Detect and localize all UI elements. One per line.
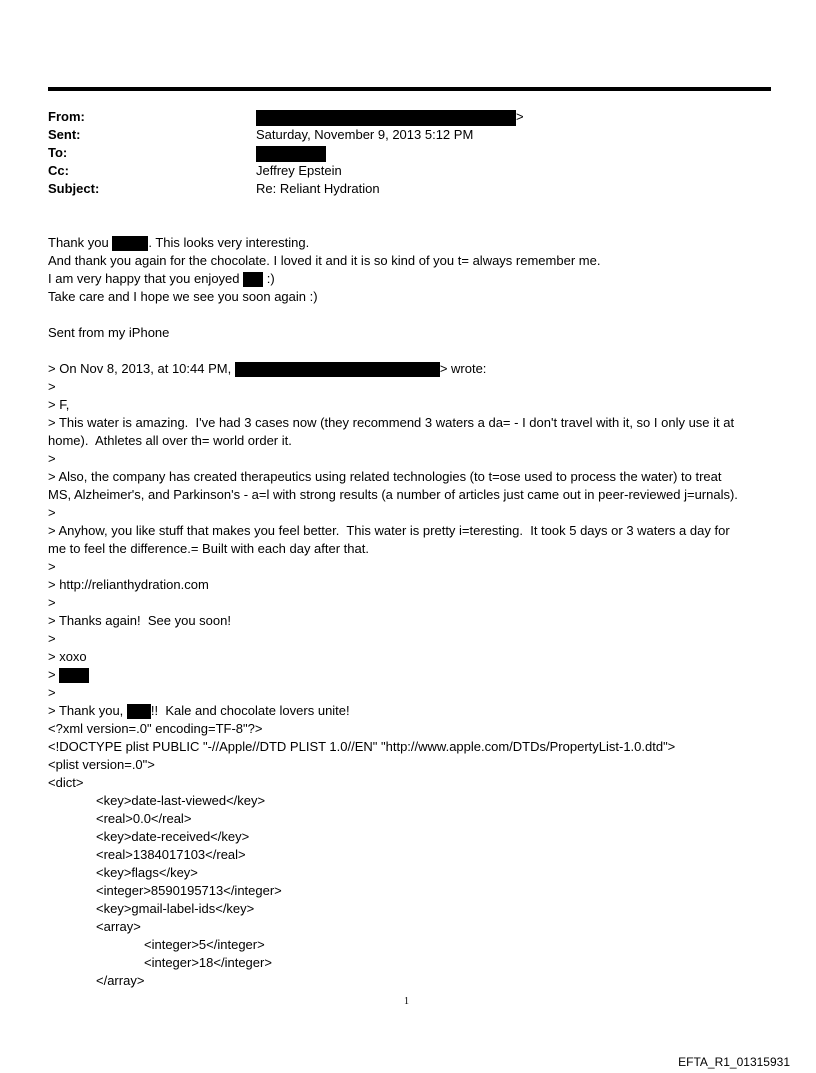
xml-line: <key>gmail-label-ids</key>	[96, 901, 255, 916]
quote-line: >	[48, 505, 56, 520]
redaction-block	[256, 110, 516, 126]
xml-line: <integer>8590195713</integer>	[96, 883, 282, 898]
email-body	[48, 234, 778, 990]
text: :)	[263, 271, 275, 286]
body-line: Take care and I hope we see you soon again :)	[48, 289, 318, 304]
to-value	[256, 144, 326, 162]
signature-line: Sent from my iPhone	[48, 325, 170, 340]
text: > On Nov 8, 2013, at 10:44 PM,	[48, 361, 235, 376]
text: >	[48, 667, 56, 682]
quote-line: > This water is amazing. I've had 3 cases now (they recommend 3 waters a da= - I don't travel with it, so I only use it at	[48, 415, 735, 430]
xml-line: <key>date-received</key>	[96, 829, 250, 844]
xml-line: <key>date-last-viewed</key>	[96, 793, 266, 808]
quote-line: > Thanks again! See you soon!	[48, 613, 231, 628]
from-value	[256, 108, 524, 126]
text: > wrote:	[439, 361, 487, 376]
cc-label: Cc:	[48, 163, 69, 178]
xml-line: <dict>	[48, 775, 84, 790]
quote-line	[48, 360, 778, 378]
redaction-block	[243, 272, 263, 287]
header-rule	[48, 87, 771, 91]
redaction-block	[235, 362, 440, 377]
xml-line: <integer>18</integer>	[144, 955, 272, 970]
quote-line: > http://relianthydration.com	[48, 577, 209, 592]
xml-line: </array>	[96, 973, 145, 988]
page-number: 1	[404, 996, 409, 1007]
xml-line: <integer>5</integer>	[144, 937, 265, 952]
xml-line: <real>0.0</real>	[96, 811, 192, 826]
text: . This looks very interesting.	[148, 235, 310, 250]
bates-number: EFTA_R1_01315931	[678, 1055, 790, 1069]
quote-line	[48, 666, 778, 684]
redaction-block	[112, 236, 148, 251]
quote-line: >	[48, 631, 56, 646]
quote-line	[48, 702, 778, 720]
quote-line: MS, Alzheimer's, and Parkinson's - a=l with strong results (a number of articles just came out in peer-reviewed j=urnals).	[48, 487, 738, 502]
subject-label: Subject:	[48, 181, 100, 196]
subject-value: Re: Reliant Hydration	[256, 181, 380, 196]
sent-label: Sent:	[48, 127, 81, 142]
xml-line: <plist version=.0">	[48, 757, 155, 772]
cc-value: Jeffrey Epstein	[256, 163, 342, 178]
quote-line: >	[48, 379, 56, 394]
body-line: And thank you again for the chocolate. I loved it and it is so kind of you t= always remember me.	[48, 253, 601, 268]
quote-line: home). Athletes all over th= world order it.	[48, 433, 292, 448]
text: I am very happy that you enjoyed	[48, 271, 244, 286]
xml-line: <!DOCTYPE plist PUBLIC "-//Apple//DTD PLIST 1.0//EN" "http://www.apple.com/DTDs/PropertyList-1.0.dtd">	[48, 739, 676, 754]
quote-line: >	[48, 685, 56, 700]
quote-line: >	[48, 595, 56, 610]
xml-line: <array>	[96, 919, 141, 934]
quote-line: > xoxo	[48, 649, 87, 664]
xml-line: <?xml version=.0" encoding=TF-8"?>	[48, 721, 263, 736]
quote-line: > F,	[48, 397, 70, 412]
sent-value: Saturday, November 9, 2013 5:12 PM	[256, 127, 474, 142]
body-line	[48, 234, 778, 252]
quote-line: > Anyhow, you like stuff that makes you feel better. This water is pretty i=teresting. It took 5 days or 3 waters a day for	[48, 523, 730, 538]
to-label: To:	[48, 145, 68, 160]
text: !! Kale and chocolate lovers unite!	[150, 703, 350, 718]
xml-line: <key>flags</key>	[96, 865, 198, 880]
quote-line: >	[48, 559, 56, 574]
text: Thank you	[48, 235, 113, 250]
redaction-block	[127, 704, 151, 719]
quote-line: > Also, the company has created therapeutics using related technologies (to t=ose used to process the water) to treat	[48, 469, 722, 484]
from-suffix: >	[516, 109, 524, 124]
xml-line: <real>1384017103</real>	[96, 847, 246, 862]
body-line	[48, 270, 778, 288]
redaction-block	[256, 146, 326, 162]
redaction-block	[59, 668, 89, 683]
text: > Thank you,	[48, 703, 127, 718]
quote-line: >	[48, 451, 56, 466]
from-label: From:	[48, 109, 85, 124]
quote-line: me to feel the difference.= Built with each day after that.	[48, 541, 369, 556]
